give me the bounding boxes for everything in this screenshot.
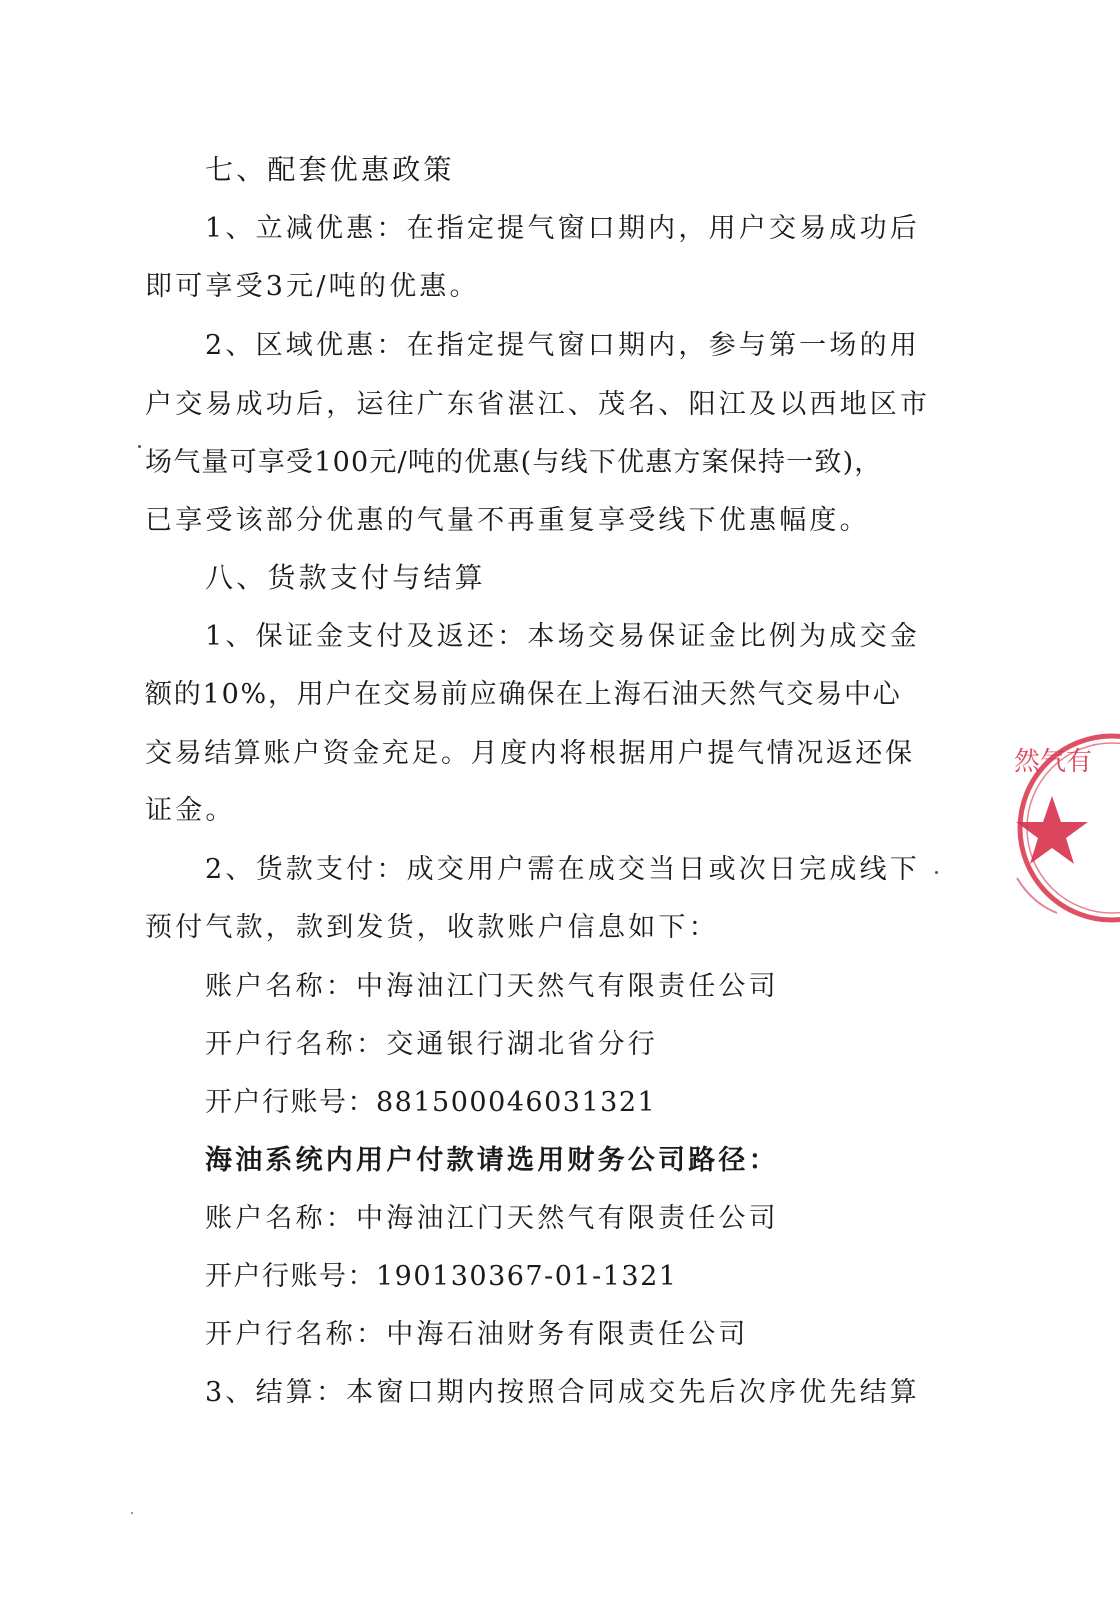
section-7-item-2-line-2: 户交易成功后，运往广东省湛江、茂名、阳江及以西地区市: [145, 389, 931, 420]
section-8-item-2-line-1: 2、货款支付：成交用户需在成交当日或次日完成线下: [205, 854, 920, 885]
account-number-2: 开户行账号：190130367-01-1321: [205, 1261, 678, 1292]
account-number-1: 开户行账号：881500046031321: [205, 1087, 657, 1118]
scan-speck: [131, 1512, 133, 1514]
internal-payment-title: 海油系统内用户付款请选用财务公司路径：: [205, 1145, 779, 1176]
section-7-heading: 七、配套优惠政策: [205, 153, 455, 186]
section-8-item-1-line-2: 额的10%，用户在交易前应确保在上海石油天然气交易中心: [145, 679, 902, 710]
bank-name-1: 开户行名称：交通银行湖北省分行: [205, 1029, 658, 1060]
section-8-heading: 八、货款支付与结算: [205, 561, 486, 594]
section-8-item-1-line-1: 1、保证金支付及返还：本场交易保证金比例为成交金: [205, 621, 920, 652]
section-8-item-3-line-1: 3、结算：本窗口期内按照合同成交先后次序优先结算: [205, 1377, 920, 1408]
company-seal: [1012, 728, 1120, 928]
section-7-item-2-line-4: 已享受该部分优惠的气量不再重复享受线下优惠幅度。: [145, 505, 870, 536]
section-7-item-1-line-2: 即可享受3元/吨的优惠。: [145, 271, 480, 302]
account-name-2: 账户名称：中海油江门天然气有限责任公司: [205, 1203, 779, 1234]
seal-text: 然气有: [1014, 747, 1093, 777]
section-7-item-2-line-3: 场气量可享受100元/吨的优惠(与线下优惠方案保持一致)，: [145, 447, 883, 478]
scan-speck: [935, 871, 938, 874]
section-8-item-2-line-2: 预付气款，款到发货，收款账户信息如下：: [145, 912, 719, 943]
account-name-1: 账户名称：中海油江门天然气有限责任公司: [205, 971, 779, 1002]
section-7-item-1-line-1: 1、立减优惠：在指定提气窗口期内，用户交易成功后: [205, 213, 920, 244]
section-8-item-1-line-4: 证金。: [145, 795, 236, 826]
bank-name-2: 开户行名称：中海石油财务有限责任公司: [205, 1319, 749, 1350]
section-7-item-2-line-1: 2、区域优惠：在指定提气窗口期内，参与第一场的用: [205, 330, 920, 361]
scan-speck: [138, 445, 141, 448]
section-8-item-1-line-3: 交易结算账户资金充足。月度内将根据用户提气情况返还保: [145, 738, 915, 769]
